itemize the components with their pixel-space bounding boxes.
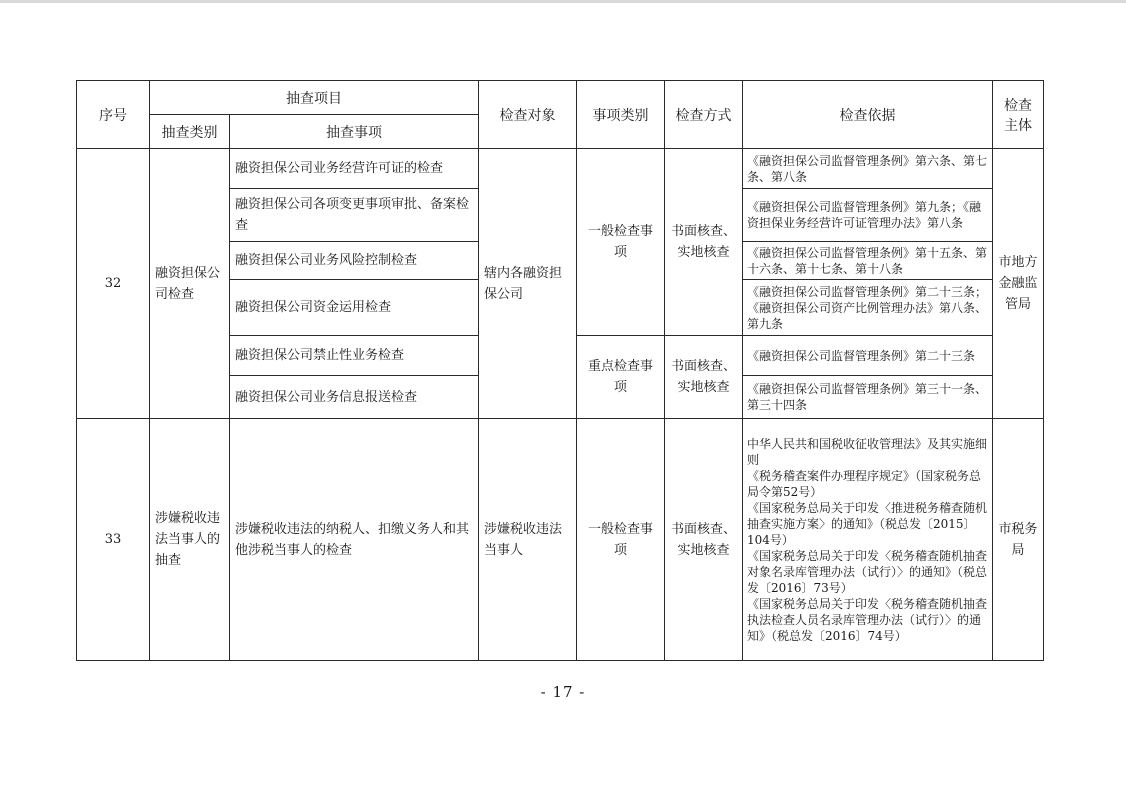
scan-top-edge — [0, 0, 1126, 3]
row32-basis-1: 《融资担保公司监督管理条例》第六条、第七条、第八条 — [743, 149, 993, 189]
row33-type: 一般检查事项 — [577, 419, 665, 661]
row32-target: 辖内各融资担保公司 — [479, 149, 577, 419]
header-subject: 检查主体 — [993, 81, 1044, 149]
row32-seq: 32 — [77, 149, 150, 419]
row33-target: 涉嫌税收违法当事人 — [479, 419, 577, 661]
row33-category: 涉嫌税收违法当事人的抽查 — [150, 419, 230, 661]
row33-subject: 市税务局 — [993, 419, 1044, 661]
row33-method: 书面核查、实地核查 — [665, 419, 743, 661]
header-basis: 检查依据 — [743, 81, 993, 149]
header-matter: 抽查事项 — [230, 115, 479, 149]
page-number: - 17 - — [540, 683, 586, 701]
row32-category: 融资担保公司检查 — [150, 149, 230, 419]
row32-basis-4: 《融资担保公司监督管理条例》第二十三条；《融资担保公司资产比例管理办法》第八条、第九条 — [743, 280, 993, 336]
row32-item-4: 融资担保公司资金运用检查 — [230, 280, 479, 336]
row32-type-key: 重点检查事项 — [577, 336, 665, 419]
header-method: 检查方式 — [665, 81, 743, 149]
row33-basis: 中华人民共和国税收征收管理法》及其实施细则 《税务稽查案件办理程序规定》（国家税务总局令第52号） 《国家税务总局关于印发〈推进税务稽查随机抽查实施方案〉的通知》（税总发〔2015〕104号） 《国家税务总局关于印发〈税务稽查随机抽查对象名录库管理办法（试行）〉的通知》（税总发〔2016〕73号） 《国家税务总局关于印发〈税务稽查随机抽查执法检查人员名录库管理办法（试行）〉的通知》（税总发〔2016〕74号） — [743, 419, 993, 661]
header-target: 检查对象 — [479, 81, 577, 149]
table-row — [77, 149, 1044, 189]
row33-seq: 33 — [77, 419, 150, 661]
row32-method-key: 书面核查、实地核查 — [665, 336, 743, 419]
header-row-1 — [77, 81, 1044, 115]
header-seq: 序号 — [77, 81, 150, 149]
row32-basis-2: 《融资担保公司监督管理条例》第九条；《融资担保业务经营许可证管理办法》第八条 — [743, 189, 993, 242]
table-row — [77, 419, 1044, 661]
inspection-table — [76, 80, 1044, 661]
row32-basis-5: 《融资担保公司监督管理条例》第二十三条 — [743, 336, 993, 376]
row32-item-3: 融资担保公司业务风险控制检查 — [230, 242, 479, 280]
row32-method-general: 书面核查、实地核查 — [665, 149, 743, 336]
row32-item-2: 融资担保公司各项变更事项审批、备案检查 — [230, 189, 479, 242]
header-category: 抽查类别 — [150, 115, 230, 149]
row32-item-1: 融资担保公司业务经营许可证的检查 — [230, 149, 479, 189]
row32-subject: 市地方金融监管局 — [993, 149, 1044, 419]
row32-basis-6: 《融资担保公司监督管理条例》第三十一条、第三十四条 — [743, 376, 993, 419]
row32-basis-3: 《融资担保公司监督管理条例》第十五条、第十六条、第十七条、第十八条 — [743, 242, 993, 280]
row33-matter: 涉嫌税收违法的纳税人、扣缴义务人和其他涉税当事人的检查 — [230, 419, 479, 661]
row32-item-6: 融资担保公司业务信息报送检查 — [230, 376, 479, 419]
header-item-group: 抽查项目 — [150, 81, 479, 115]
row32-type-general: 一般检查事项 — [577, 149, 665, 336]
header-matter-type: 事项类别 — [577, 81, 665, 149]
row32-item-5: 融资担保公司禁止性业务检查 — [230, 336, 479, 376]
